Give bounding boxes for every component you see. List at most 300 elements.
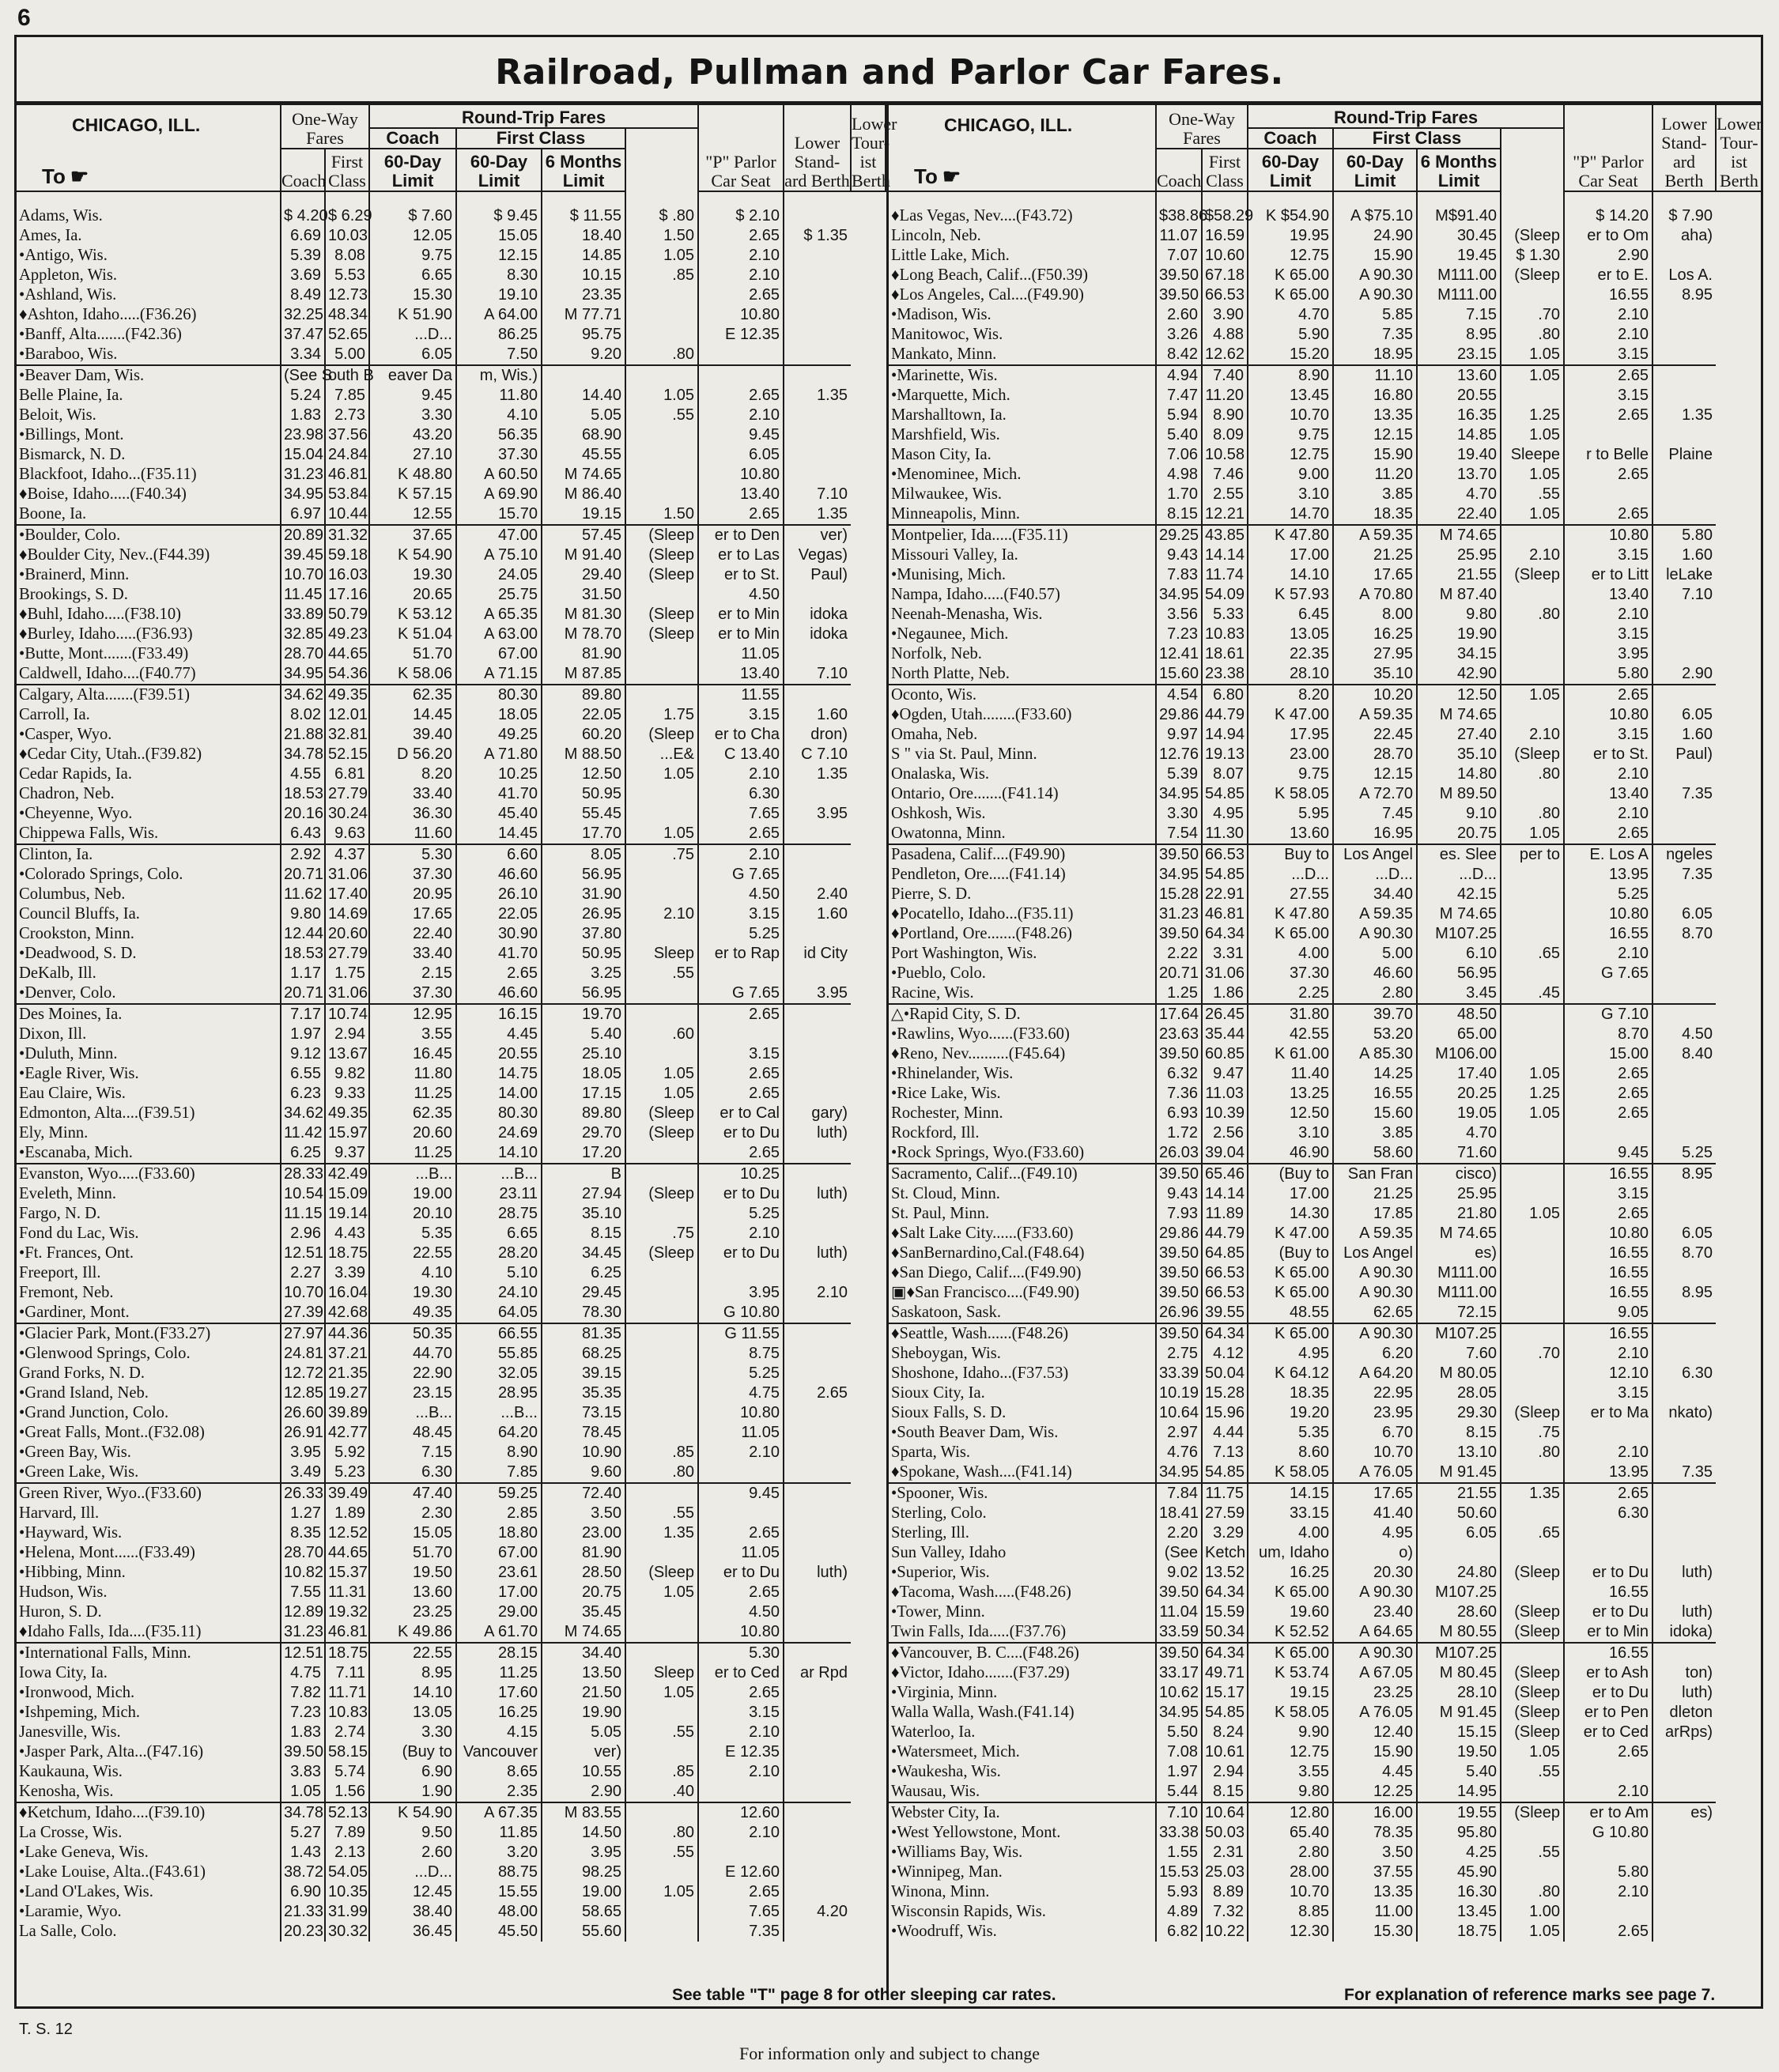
fare-cell: 24.90 <box>1333 226 1417 246</box>
fare-cell: .80 <box>1501 804 1564 824</box>
fare-cell: 62.35 <box>369 685 456 705</box>
fare-cell: 62.65 <box>1333 1303 1417 1323</box>
fare-cell: 41.70 <box>456 784 542 804</box>
destination-header <box>889 104 1156 191</box>
fare-cell: 2.13 <box>325 1843 369 1863</box>
fare-cell: 39.50 <box>281 1742 325 1762</box>
fare-cell: 39.70 <box>1333 1004 1417 1025</box>
fare-cell: 19.13 <box>1202 745 1248 764</box>
fare-cell: .45 <box>1501 983 1564 1004</box>
fare-cell: 29.00 <box>456 1602 542 1622</box>
fare-cell: 1.97 <box>281 1025 325 1044</box>
fare-cell: 13.05 <box>1248 625 1333 644</box>
fare-cell <box>1501 1004 1564 1025</box>
destination-cell: ♦Las Vegas, Nev....(F43.72) <box>891 207 1073 225</box>
fare-cell: 4.75 <box>281 1663 325 1683</box>
fare-cell: 4.00 <box>1248 944 1333 964</box>
fare-row <box>889 1543 1762 1563</box>
fare-cell: 9.10 <box>1417 804 1501 824</box>
fare-table-right <box>886 104 1763 1994</box>
fare-cell <box>1564 1123 1652 1143</box>
fare-cell: 31.06 <box>1202 964 1248 983</box>
fare-cell: 3.55 <box>1248 1762 1333 1782</box>
fare-cell: 1.05 <box>1501 1742 1564 1762</box>
fare-cell: Ketch <box>1202 1543 1248 1563</box>
fare-cell <box>625 1483 698 1504</box>
fare-cell: 19.14 <box>325 1204 369 1224</box>
fare-cell: 1.05 <box>1501 345 1564 365</box>
fare-cell: 6.25 <box>281 1143 325 1164</box>
fare-cell: 3.15 <box>698 705 784 725</box>
fare-cell: 64.34 <box>1202 1583 1248 1602</box>
fare-cell: 12.75 <box>1248 246 1333 266</box>
fare-cell: 6.97 <box>281 504 325 525</box>
fare-cell: K 61.00 <box>1248 1044 1333 1064</box>
fare-cell: 37.30 <box>369 983 456 1004</box>
fare-cell <box>625 1742 698 1762</box>
fare-cell: er to Min <box>698 625 784 644</box>
fare-cell: 78.30 <box>542 1303 625 1323</box>
fare-cell: 19.00 <box>369 1184 456 1204</box>
fare-cell: 10.90 <box>542 1443 625 1462</box>
fare-cell: 4.50 <box>698 885 784 904</box>
fare-cell: 1.00 <box>1501 1902 1564 1922</box>
fare-cell: es) <box>1652 1802 1716 1823</box>
fare-cell: 10.19 <box>1156 1383 1202 1403</box>
fare-cell: 19.30 <box>369 565 456 585</box>
fare-cell: 28.33 <box>281 1164 325 1184</box>
fare-cell: 26.45 <box>1202 1004 1248 1025</box>
destination-cell: Mankato, Minn. <box>889 345 1156 365</box>
fare-cell: 66.53 <box>1202 1283 1248 1303</box>
destination-cell: Rochester, Minn. <box>891 1104 1003 1122</box>
fare-cell: 17.85 <box>1333 1204 1417 1224</box>
fare-cell: M 88.50 <box>542 745 625 764</box>
fare-cell <box>1652 1263 1716 1283</box>
fare-cell: 8.42 <box>1156 345 1202 365</box>
destination-cell: Rockford, Ill. <box>891 1124 980 1142</box>
destination-cell: ♦Victor, Idaho.......(F37.29) <box>891 1664 1070 1681</box>
fare-cell <box>784 465 851 485</box>
fare-cell: K 57.93 <box>1248 585 1333 605</box>
fare-cell: 59.25 <box>456 1483 542 1504</box>
fare-cell: luth) <box>784 1244 851 1263</box>
fare-cell: 44.65 <box>325 1543 369 1563</box>
fare-cell: 27.79 <box>325 784 369 804</box>
fare-cell: 67.00 <box>456 1543 542 1563</box>
fare-cell: 8.15 <box>1156 504 1202 525</box>
destination-cell: ♦Ketchum, Idaho....(F39.10) <box>19 1804 206 1821</box>
destination-cell: DeKalb, Ill. <box>19 964 96 982</box>
fare-cell: 10.15 <box>542 266 625 285</box>
fare-cell <box>784 1922 851 1942</box>
fare-row <box>17 1543 886 1563</box>
fare-cell <box>1652 1443 1716 1462</box>
destination-cell: Mason City, Ia. <box>891 446 991 463</box>
fare-cell <box>784 1583 851 1602</box>
fare-cell <box>625 1303 698 1323</box>
fare-row <box>17 545 886 565</box>
fare-row <box>17 226 886 246</box>
fare-cell <box>625 885 698 904</box>
fare-cell: A 90.30 <box>1333 1643 1417 1663</box>
fare-cell: 2.25 <box>1248 983 1333 1004</box>
destination-cell: Onalaska, Wis. <box>891 765 990 783</box>
fare-row <box>889 1004 1762 1025</box>
fare-row <box>889 1084 1762 1104</box>
fare-row <box>17 1364 886 1383</box>
destination-cell: Bismarck, N. D. <box>19 446 126 463</box>
fare-cell: 2.22 <box>1156 944 1202 964</box>
fare-cell: Sleepe <box>1501 445 1564 465</box>
fare-cell: 21.25 <box>1333 1184 1417 1204</box>
fare-cell: 28.70 <box>281 644 325 664</box>
fare-cell: (Sleep <box>1501 1723 1564 1742</box>
fare-cell: 11.07 <box>1156 226 1202 246</box>
fare-cell <box>1652 1643 1716 1663</box>
destination-cell: ♦Boulder City, Nev..(F44.39) <box>19 546 210 564</box>
fare-cell <box>784 1423 851 1443</box>
destination-cell: •Duluth, Minn. <box>19 1045 118 1062</box>
fare-cell: 4.95 <box>1248 1344 1333 1364</box>
fare-cell: 14.94 <box>1202 725 1248 745</box>
fare-cell: 37.30 <box>1248 964 1333 983</box>
fare-cell: 39.50 <box>1156 1583 1202 1602</box>
fare-cell: 27.97 <box>281 1323 325 1344</box>
fare-cell: 8.60 <box>1248 1443 1333 1462</box>
fare-cell: 22.40 <box>1417 504 1501 525</box>
fare-cell <box>1652 1204 1716 1224</box>
destination-cell: ♦Vancouver, B. C....(F48.26) <box>891 1644 1079 1662</box>
fare-cell: 15.30 <box>1333 1922 1417 1942</box>
fare-cell: (Sleep <box>1501 1802 1564 1823</box>
fare-cell: 1.25 <box>1501 406 1564 425</box>
destination-cell: Sterling, Ill. <box>891 1524 969 1542</box>
one-way-header: One-Way Fares <box>1156 104 1248 149</box>
fare-cell: 28.70 <box>281 1543 325 1563</box>
fare-row <box>17 1882 886 1902</box>
fare-row <box>889 1483 1762 1504</box>
fare-cell: 2.65 <box>1564 1104 1652 1123</box>
fare-cell: 64.85 <box>1202 1244 1248 1263</box>
fare-cell: 10.58 <box>1202 445 1248 465</box>
fare-cell: er to Du <box>698 1563 784 1583</box>
fare-cell: 33.15 <box>1248 1504 1333 1523</box>
fare-cell: 7.10 <box>784 664 851 685</box>
fare-cell: 8.20 <box>1248 685 1333 705</box>
fare-cell: er to Om <box>1564 226 1652 246</box>
fare-cell: 6.93 <box>1156 1104 1202 1123</box>
fare-cell: 33.40 <box>369 784 456 804</box>
fare-cell: 3.95 <box>1564 644 1652 664</box>
fare-cell: 12.21 <box>1202 504 1248 525</box>
fare-cell: 17.16 <box>325 585 369 605</box>
fare-cell: 2.55 <box>1202 485 1248 504</box>
fare-cell: 20.25 <box>1417 1084 1501 1104</box>
coach-group-header: Coach <box>1248 128 1333 149</box>
fare-cell <box>784 1863 851 1882</box>
fare-cell: 13.40 <box>698 664 784 685</box>
fare-cell: 6.20 <box>1333 1344 1417 1364</box>
fare-cell: er to E. <box>1564 266 1652 285</box>
fare-cell: 3.15 <box>1564 1184 1652 1204</box>
fare-cell: 3.15 <box>698 1044 784 1064</box>
fare-cell: 10.80 <box>698 465 784 485</box>
fare-cell: 19.40 <box>1417 445 1501 465</box>
destination-cell: Webster City, Ia. <box>891 1804 1000 1821</box>
fare-cell: 11.62 <box>281 885 325 904</box>
fare-cell: 2.65 <box>1564 1742 1652 1762</box>
fare-cell: $ 14.20 <box>1564 206 1652 226</box>
fare-cell <box>1501 386 1564 406</box>
fare-row <box>889 1403 1762 1423</box>
fare-row <box>17 844 886 865</box>
fare-row <box>17 1004 886 1025</box>
fare-cell: 13.67 <box>325 1044 369 1064</box>
fare-cell: 39.49 <box>325 1483 369 1504</box>
fare-cell: 4.15 <box>456 1723 542 1742</box>
fare-cell: r to Belle <box>1564 445 1652 465</box>
fare-cell: 42.90 <box>1417 664 1501 685</box>
fare-cell <box>784 1064 851 1084</box>
fare-cell: M 91.45 <box>1417 1462 1501 1483</box>
fare-cell: 3.95 <box>542 1843 625 1863</box>
fare-row <box>17 1323 886 1344</box>
fare-cell <box>625 1802 698 1823</box>
to-label: To <box>42 164 66 188</box>
fare-cell: (Sleep <box>625 545 698 565</box>
fare-cell: 2.10 <box>698 1443 784 1462</box>
fare-cell: 15.20 <box>1248 345 1333 365</box>
fare-cell: K 53.12 <box>369 605 456 625</box>
fare-cell: .55 <box>625 1843 698 1863</box>
fare-row <box>889 664 1762 685</box>
fare-cell <box>1652 764 1716 784</box>
fare-cell: 1.72 <box>1156 1123 1202 1143</box>
fare-cell: $38.86 <box>1156 206 1202 226</box>
destination-cell: •Superior, Wis. <box>891 1564 990 1581</box>
fare-cell: 2.65 <box>456 964 542 983</box>
fare-row <box>17 1723 886 1742</box>
fare-cell: K 53.74 <box>1248 1663 1333 1683</box>
fare-cell: 23.95 <box>1333 1403 1417 1423</box>
fare-cell <box>1652 685 1716 705</box>
destination-cell: Racine, Wis. <box>889 983 1156 1004</box>
fare-cell: E. Los A <box>1564 844 1652 865</box>
fare-cell: 9.12 <box>281 1044 325 1064</box>
fare-row <box>889 285 1762 305</box>
fare-cell: 9.75 <box>369 246 456 266</box>
fare-cell: ...B... <box>369 1403 456 1423</box>
fare-cell: 1.05 <box>625 386 698 406</box>
fare-cell: 8.65 <box>456 1762 542 1782</box>
fare-cell: 6.23 <box>281 1084 325 1104</box>
fare-row <box>17 1164 886 1184</box>
fare-cell: 50.95 <box>542 944 625 964</box>
destination-cell: •Lake Geneva, Wis. <box>19 1844 149 1861</box>
fare-cell: 2.10 <box>1564 804 1652 824</box>
destination-cell: Port Washington, Wis. <box>891 945 1037 962</box>
fare-cell: 15.90 <box>1333 1742 1417 1762</box>
fare-cell: 10.80 <box>1564 705 1652 725</box>
fare-cell: 2.85 <box>456 1504 542 1523</box>
fare-cell: 42.68 <box>325 1303 369 1323</box>
fare-cell: 73.15 <box>542 1403 625 1423</box>
fare-cell: 20.10 <box>369 1204 456 1224</box>
fare-cell: (Sleep <box>1501 1663 1564 1683</box>
fare-row <box>889 1064 1762 1084</box>
fare-cell: 19.20 <box>1248 1403 1333 1423</box>
fare-cell: 20.30 <box>1333 1563 1417 1583</box>
fare-cell: 35.10 <box>542 1204 625 1224</box>
fare-cell: 16.25 <box>1333 625 1417 644</box>
fare-cell: 7.10 <box>784 485 851 504</box>
fare-cell <box>625 1364 698 1383</box>
fare-cell: 21.50 <box>542 1683 625 1703</box>
fare-cell: M 87.85 <box>542 664 625 685</box>
fare-row <box>889 1164 1762 1184</box>
fare-cell <box>625 325 698 345</box>
fare-cell: 11.40 <box>1248 1064 1333 1084</box>
fare-cell: Vancouver <box>456 1742 542 1762</box>
fare-cell: outh B <box>325 365 369 386</box>
fare-cell: 8.30 <box>456 266 542 285</box>
fare-cell: 33.17 <box>1156 1663 1202 1683</box>
fare-row <box>17 1244 886 1263</box>
fare-cell: 45.90 <box>1417 1863 1501 1882</box>
fare-cell: M107.25 <box>1417 1643 1501 1663</box>
fare-cell: 26.96 <box>1156 1303 1202 1323</box>
fare-cell: 34.95 <box>1156 1462 1202 1483</box>
fare-cell: 27.39 <box>281 1303 325 1323</box>
fare-row <box>889 1782 1762 1802</box>
fare-cell <box>784 1602 851 1622</box>
fare-cell: 58.60 <box>1333 1143 1417 1164</box>
fare-row <box>889 924 1762 944</box>
fare-cell <box>1564 485 1652 504</box>
fare-cell: 34.95 <box>1156 585 1202 605</box>
destination-cell: •Winnipeg, Man. <box>891 1863 1003 1881</box>
fare-cell: 88.75 <box>456 1863 542 1882</box>
fare-cell: 20.23 <box>281 1922 325 1942</box>
fare-cell <box>1652 1762 1716 1782</box>
fare-cell: 1.60 <box>1652 725 1716 745</box>
fare-row <box>889 725 1762 745</box>
fare-cell: K 49.86 <box>369 1622 456 1643</box>
fare-cell: 2.65 <box>698 504 784 525</box>
fare-cell: 2.65 <box>698 1084 784 1104</box>
fare-cell: 10.74 <box>325 1004 369 1025</box>
fare-cell: M 74.65 <box>542 1622 625 1643</box>
fare-cell: K 52.52 <box>1248 1622 1333 1643</box>
fare-cell: 13.40 <box>1564 585 1652 605</box>
fare-cell: 29.30 <box>1417 1403 1501 1423</box>
fare-cell <box>625 644 698 664</box>
fare-cell: 12.75 <box>1248 445 1333 465</box>
fare-cell: 5.40 <box>1417 1762 1501 1782</box>
fare-cell: 22.40 <box>369 924 456 944</box>
fare-row <box>17 1344 886 1364</box>
destination-cell: Edmonton, Alta....(F39.51) <box>19 1104 195 1122</box>
fare-cell: 28.95 <box>456 1383 542 1403</box>
fare-cell: 3.31 <box>1202 944 1248 964</box>
fare-cell: 17.20 <box>542 1143 625 1164</box>
fare-cell: 25.10 <box>542 1044 625 1064</box>
fare-cell: (Sleep <box>1501 745 1564 764</box>
fare-row <box>889 226 1762 246</box>
fare-cell <box>1652 804 1716 824</box>
destination-cell: •Jasper Park, Alta...(F47.16) <box>19 1743 204 1761</box>
fare-cell: (Sleep <box>625 1563 698 1583</box>
fare-cell: A 90.30 <box>1333 266 1417 285</box>
fare-row <box>17 924 886 944</box>
fare-row <box>17 345 886 365</box>
fare-cell: 2.10 <box>1564 944 1652 964</box>
fare-cell: 11.10 <box>1333 365 1417 386</box>
fare-cell: 78.45 <box>542 1423 625 1443</box>
fare-cell: 16.04 <box>325 1283 369 1303</box>
fare-cell: 4.55 <box>281 764 325 784</box>
fare-cell: er to Ced <box>1564 1723 1652 1742</box>
destination-cell: ♦Ogden, Utah........(F33.60) <box>891 706 1072 723</box>
fare-cell: 2.65 <box>784 1383 851 1403</box>
fare-row <box>889 1263 1762 1283</box>
fare-cell: A 59.35 <box>1333 525 1417 545</box>
fare-cell: 80.30 <box>456 1104 542 1123</box>
fare-row <box>17 305 886 325</box>
fare-cell: 2.60 <box>369 1843 456 1863</box>
fare-row <box>889 824 1762 844</box>
fare-row <box>889 1922 1762 1942</box>
fare-cell: 6.30 <box>1564 1504 1652 1523</box>
fare-cell: 31.06 <box>325 983 369 1004</box>
fare-cell: 1.05 <box>625 1583 698 1602</box>
fare-cell: 34.95 <box>1156 1703 1202 1723</box>
destination-cell: ♦Reno, Nev..........(F45.64) <box>891 1045 1066 1062</box>
fare-row <box>17 1742 886 1762</box>
fare-cell: 24.81 <box>281 1344 325 1364</box>
fare-cell <box>1652 644 1716 664</box>
fare-cell <box>1501 1303 1564 1323</box>
destination-cell: Ely, Minn. <box>19 1124 89 1142</box>
fare-cell <box>784 1504 851 1523</box>
destination-cell: Crookston, Minn. <box>19 925 134 942</box>
fare-cell: 13.95 <box>1564 865 1652 885</box>
fare-cell: .80 <box>1501 605 1564 625</box>
destination-cell: Saskatoon, Sask. <box>889 1303 1156 1323</box>
destination-cell: Iowa City, Ia. <box>19 1664 108 1681</box>
destination-cell: Lincoln, Neb. <box>891 227 981 244</box>
fare-cell: 81.90 <box>542 644 625 664</box>
fare-cell: 29.45 <box>542 1283 625 1303</box>
fare-cell: 55.85 <box>456 1344 542 1364</box>
fare-cell: 43.20 <box>369 425 456 445</box>
fare-cell: $ 9.45 <box>456 206 542 226</box>
fare-cell: 15.60 <box>1156 664 1202 685</box>
fare-cell: 54.85 <box>1202 1703 1248 1723</box>
fare-cell: K 47.00 <box>1248 705 1333 725</box>
fare-cell: 15.53 <box>1156 1863 1202 1882</box>
fare-cell: 46.90 <box>1248 1143 1333 1164</box>
fare-cell: 39.50 <box>1156 1164 1202 1184</box>
fare-cell: 49.25 <box>456 725 542 745</box>
fare-cell: 20.60 <box>325 924 369 944</box>
fare-cell: 2.10 <box>1564 605 1652 625</box>
fare-cell: 1.05 <box>625 246 698 266</box>
fare-cell: 81.90 <box>542 1543 625 1563</box>
fare-cell: 28.75 <box>456 1204 542 1224</box>
fare-cell: 10.35 <box>325 1882 369 1902</box>
